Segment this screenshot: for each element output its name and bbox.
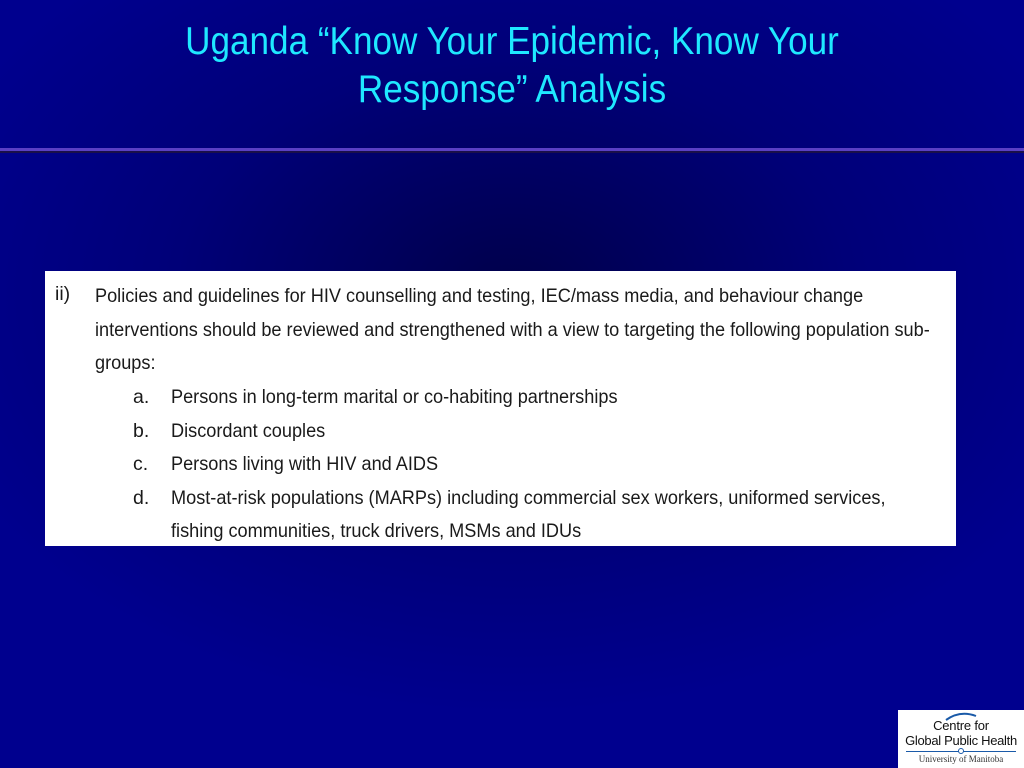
item-paragraph: Policies and guidelines for HIV counselling and testing, IEC/mass media, and behaviour change interventions should be reviewed and strengthened with a view to targeting the following population sub-groups:	[95, 285, 930, 374]
list-item-text: Persons living with HIV and AIDS	[171, 453, 439, 475]
document-excerpt	[45, 271, 956, 546]
slide-title-line-2: Response” Analysis	[357, 68, 667, 111]
list-item-letter: d.	[133, 486, 150, 509]
list-item	[95, 448, 947, 482]
list-item	[95, 415, 947, 449]
title-divider-shadow	[0, 151, 1024, 153]
sub-group-list	[95, 381, 947, 546]
list-item-letter: b.	[133, 419, 150, 442]
slide-title	[51, 18, 973, 114]
cgph-logo	[898, 710, 1024, 768]
list-item	[95, 482, 947, 547]
list-item-text: Most-at-risk populations (MARPs) including commercial sex workers, uniformed services, fishing communities, truck drivers, MSMs and IDUs	[171, 486, 886, 542]
logo-line-2: Global Public Health	[905, 733, 1017, 748]
slide-title-line-1: Uganda “Know Your Epidemic, Know Your	[185, 20, 839, 63]
item-body	[95, 280, 947, 542]
logo-line-3: University of Manitoba	[918, 754, 1004, 764]
list-item	[95, 381, 947, 415]
list-item-letter: c.	[133, 453, 149, 475]
list-item-text: Discordant couples	[171, 419, 326, 442]
list-item-letter: a.	[133, 386, 150, 408]
item-marker: ii)	[55, 283, 71, 305]
list-item-text: Persons in long-term marital or co-habiting partnerships	[171, 386, 618, 408]
logo-line-1: Centre for	[933, 718, 989, 733]
